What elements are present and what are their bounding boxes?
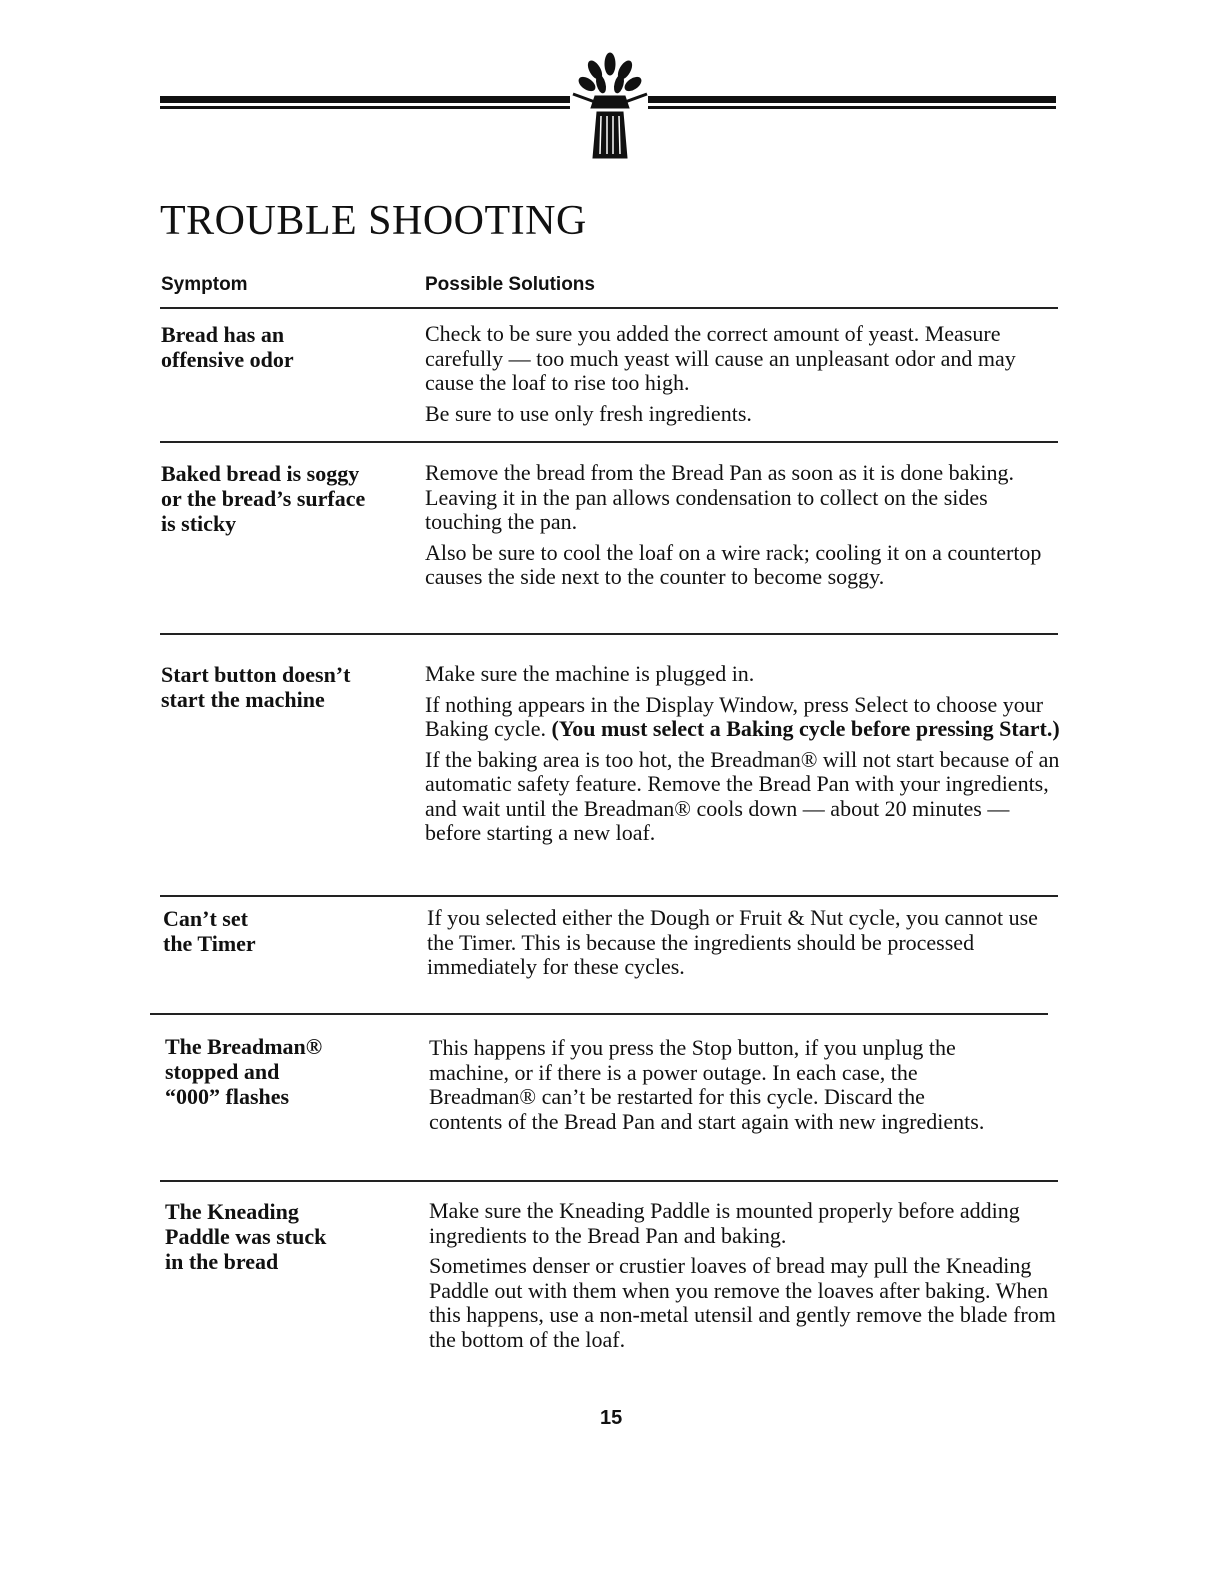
wheat-sheaf-icon <box>565 50 655 162</box>
solution-bold-note: (You must select a Baking cycle before pressing Start.) <box>551 716 1060 741</box>
header-rule-left <box>160 96 570 103</box>
solution-text: Check to be sure you added the correct amount of yeast. Measure carefully — too much yeast will cause an unpleasant odor and may cause the loaf to rise too high. <box>425 321 1016 395</box>
symptom-line: or the bread’s surface <box>161 486 366 511</box>
symptom-line: Bread has an <box>161 322 285 347</box>
row-divider <box>160 307 1058 309</box>
symptom-line: start the machine <box>161 687 325 712</box>
solutions-column-header: Possible Solutions <box>425 274 595 295</box>
solution-text: Remove the bread from the Bread Pan as soon as it is done baking. Leaving it in the pan allows condensation to collect on the sides touching the pan. <box>425 460 1014 534</box>
solution-text: Sometimes denser or crustier loaves of bread may pull the Kneading Paddle out with them when you remove the loaves after baking. When this happens, use a non-metal utensil and gently remove the blade from the bottom of the loaf. <box>429 1253 1056 1352</box>
symptom-line: offensive odor <box>161 347 294 372</box>
symptom-line: stopped and <box>165 1059 280 1084</box>
page-title: TROUBLE SHOOTING <box>160 198 587 244</box>
symptom-soggy-bread <box>161 461 401 536</box>
symptom-line: The Breadman® <box>165 1034 323 1059</box>
solution-text: Be sure to use only fresh ingredients. <box>425 400 752 426</box>
solution-text: This happens if you press the Stop button, if you unplug the machine, or if there is a power outage. In each case, the Breadman® can’t be restarted for this cycle. Discard the contents of the Bread Pan and start again with new ingredients. <box>429 1035 985 1134</box>
page-number: 15 <box>600 1407 623 1429</box>
solution-text: Make sure the machine is plugged in. <box>425 661 755 686</box>
symptom-line: in the bread <box>165 1249 279 1274</box>
symptom-offensive-odor <box>161 322 401 372</box>
symptom-line: is sticky <box>161 511 237 536</box>
symptom-paddle-stuck <box>165 1199 405 1274</box>
row-divider <box>150 1013 1048 1015</box>
symptom-line: Can’t set <box>163 906 248 931</box>
row-divider <box>160 633 1058 635</box>
symptom-start-button <box>161 662 401 712</box>
solutions-start-button <box>425 662 1065 852</box>
symptom-line: Paddle was stuck <box>165 1224 327 1249</box>
solution-text: Make sure the Kneading Paddle is mounted properly before adding ingredients to the Bread Pan and baking. <box>429 1198 1020 1248</box>
solution-text-main: If nothing appears in the Display Window, press Select to choose your Baking cycle. <box>425 691 1044 741</box>
solution-text: Also be sure to cool the loaf on a wire rack; cooling it on a countertop causes the side next to the counter to become soggy. <box>425 539 1042 589</box>
symptom-line: the Timer <box>163 931 256 956</box>
symptom-line: Baked bread is soggy <box>161 461 360 486</box>
symptom-000-flashes <box>165 1034 405 1109</box>
solutions-timer <box>427 906 1067 986</box>
symptom-timer <box>163 906 403 956</box>
solutions-paddle-stuck <box>429 1199 1069 1358</box>
solutions-soggy-bread <box>425 461 1065 596</box>
solution-text: If you selected either the Dough or Fruit & Nut cycle, you cannot use the Timer. This is because the ingredients should be processed immediately for these cycles. <box>427 905 1038 979</box>
symptom-line: “000” flashes <box>165 1084 290 1109</box>
solution-text: If the baking area is too hot, the Breadman® will not start because of an automatic safety feature. Remove the Bread Pan with your ingredients, and wait until the Breadman® cools down — about 20 minutes — before starting a new loaf. <box>425 746 1060 845</box>
symptom-line: The Kneading <box>165 1199 299 1224</box>
row-divider <box>160 441 1058 443</box>
header-rule-right-thin <box>648 106 1056 109</box>
header-rule-right <box>648 96 1056 103</box>
row-divider <box>160 895 1058 897</box>
header-rule-left-thin <box>160 106 570 109</box>
row-divider <box>160 1180 1058 1182</box>
solutions-000-flashes <box>429 1036 989 1140</box>
symptom-column-header: Symptom <box>161 274 248 295</box>
solutions-offensive-odor <box>425 322 1065 432</box>
solution-text <box>425 693 1065 742</box>
symptom-line: Start button doesn’t <box>161 662 351 687</box>
